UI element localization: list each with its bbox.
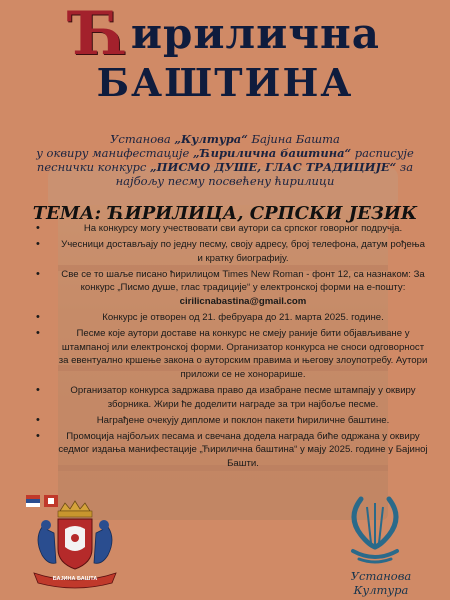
organization-name: Установа Култура — [350, 569, 412, 597]
lyre-logo-icon — [345, 495, 405, 565]
bullet-icon: • — [36, 222, 40, 234]
rule-item: • Све се то шаље писано ћирилицом Times New Roman - фонт 12, са назнаком: За конкурс „Писмо душе, глас традиције“ у електронској форми на е-пошту: cirilicnabastina@gmail.com — [32, 268, 428, 309]
rule-item: • На конкурсу могу учествовати сви аутори са српског говорног подручја. — [36, 222, 403, 234]
intro-text: најбољу песму посвећену ћирилици — [115, 174, 335, 188]
intro-text: Установа — [110, 132, 175, 146]
bullet-icon: • — [36, 429, 40, 442]
crest-banner-text: БАЈИНА БАШТА — [52, 576, 98, 582]
org-name-inline: „Култура“ — [174, 132, 248, 146]
intro-text: за — [396, 160, 414, 174]
bullet-icon: • — [36, 327, 40, 340]
email-link[interactable]: cirilicnabastina@gmail.com — [179, 295, 307, 307]
contest-rules-list — [32, 222, 428, 473]
intro-announcement — [22, 132, 428, 188]
rule-item: • Песме које аутори доставе на конкурс не смеју раније бити објављиване у штампаној или електронској форми. Организатор конкурса не сноси одговорност за евентуално кршење закона о ауторским правима и његову злоупотребу. Аутори приложи се не хонорарише. — [36, 327, 428, 380]
rule-item: • Организатор конкурса задржава право да изабране песме штампају у оквиру зборника. Жири ће доделити награде за три најбоље песме. — [36, 384, 416, 410]
rule-item: • Конкурс је отворен од 21. фебруара до 21. марта 2025. године. — [36, 311, 384, 324]
title-line-2: БАШТИНА — [96, 60, 354, 105]
title-initial: Ћ — [70, 0, 129, 69]
contest-name-inline: „ПИСМО ДУШЕ, ГЛАС ТРАДИЦИЈЕ“ — [150, 160, 397, 174]
bullet-icon: • — [36, 238, 40, 251]
intro-text: песнички конкурс — [36, 160, 151, 174]
title-line-1-rest: ирилична — [130, 9, 380, 58]
title-line-1 — [0, 0, 450, 69]
festival-name-inline: „Ћирилична баштина“ — [192, 146, 352, 160]
intro-text: расписује — [351, 146, 414, 160]
bullet-icon: • — [36, 413, 40, 426]
rule-item: • Награђене очекују дипломе и поклон пакети ћириличне баштине. — [36, 413, 390, 426]
rule-item: • Учесници достављају по једну песму, своју адресу, број телефона, датум рођења и кратку биографију. — [36, 238, 425, 264]
poster-title — [0, 0, 450, 105]
intro-text: у оквиру манифестације — [36, 146, 193, 160]
bullet-icon: • — [36, 311, 40, 324]
contest-theme-heading: ТЕМА: ЋИРИЛИЦА, СРПСКИ ЈЕЗИК — [32, 203, 418, 224]
bullet-icon: • — [36, 384, 40, 397]
bullet-icon: • — [36, 267, 40, 280]
rule-item: • Промоција најбољих песама и свечана додела награда биће одржана у оквиру седмог издања манифестације „Ћирилична баштина“ у мају 2025. године у Бајиној Башти. — [36, 429, 428, 469]
intro-text: Бајина Башта — [247, 132, 340, 146]
